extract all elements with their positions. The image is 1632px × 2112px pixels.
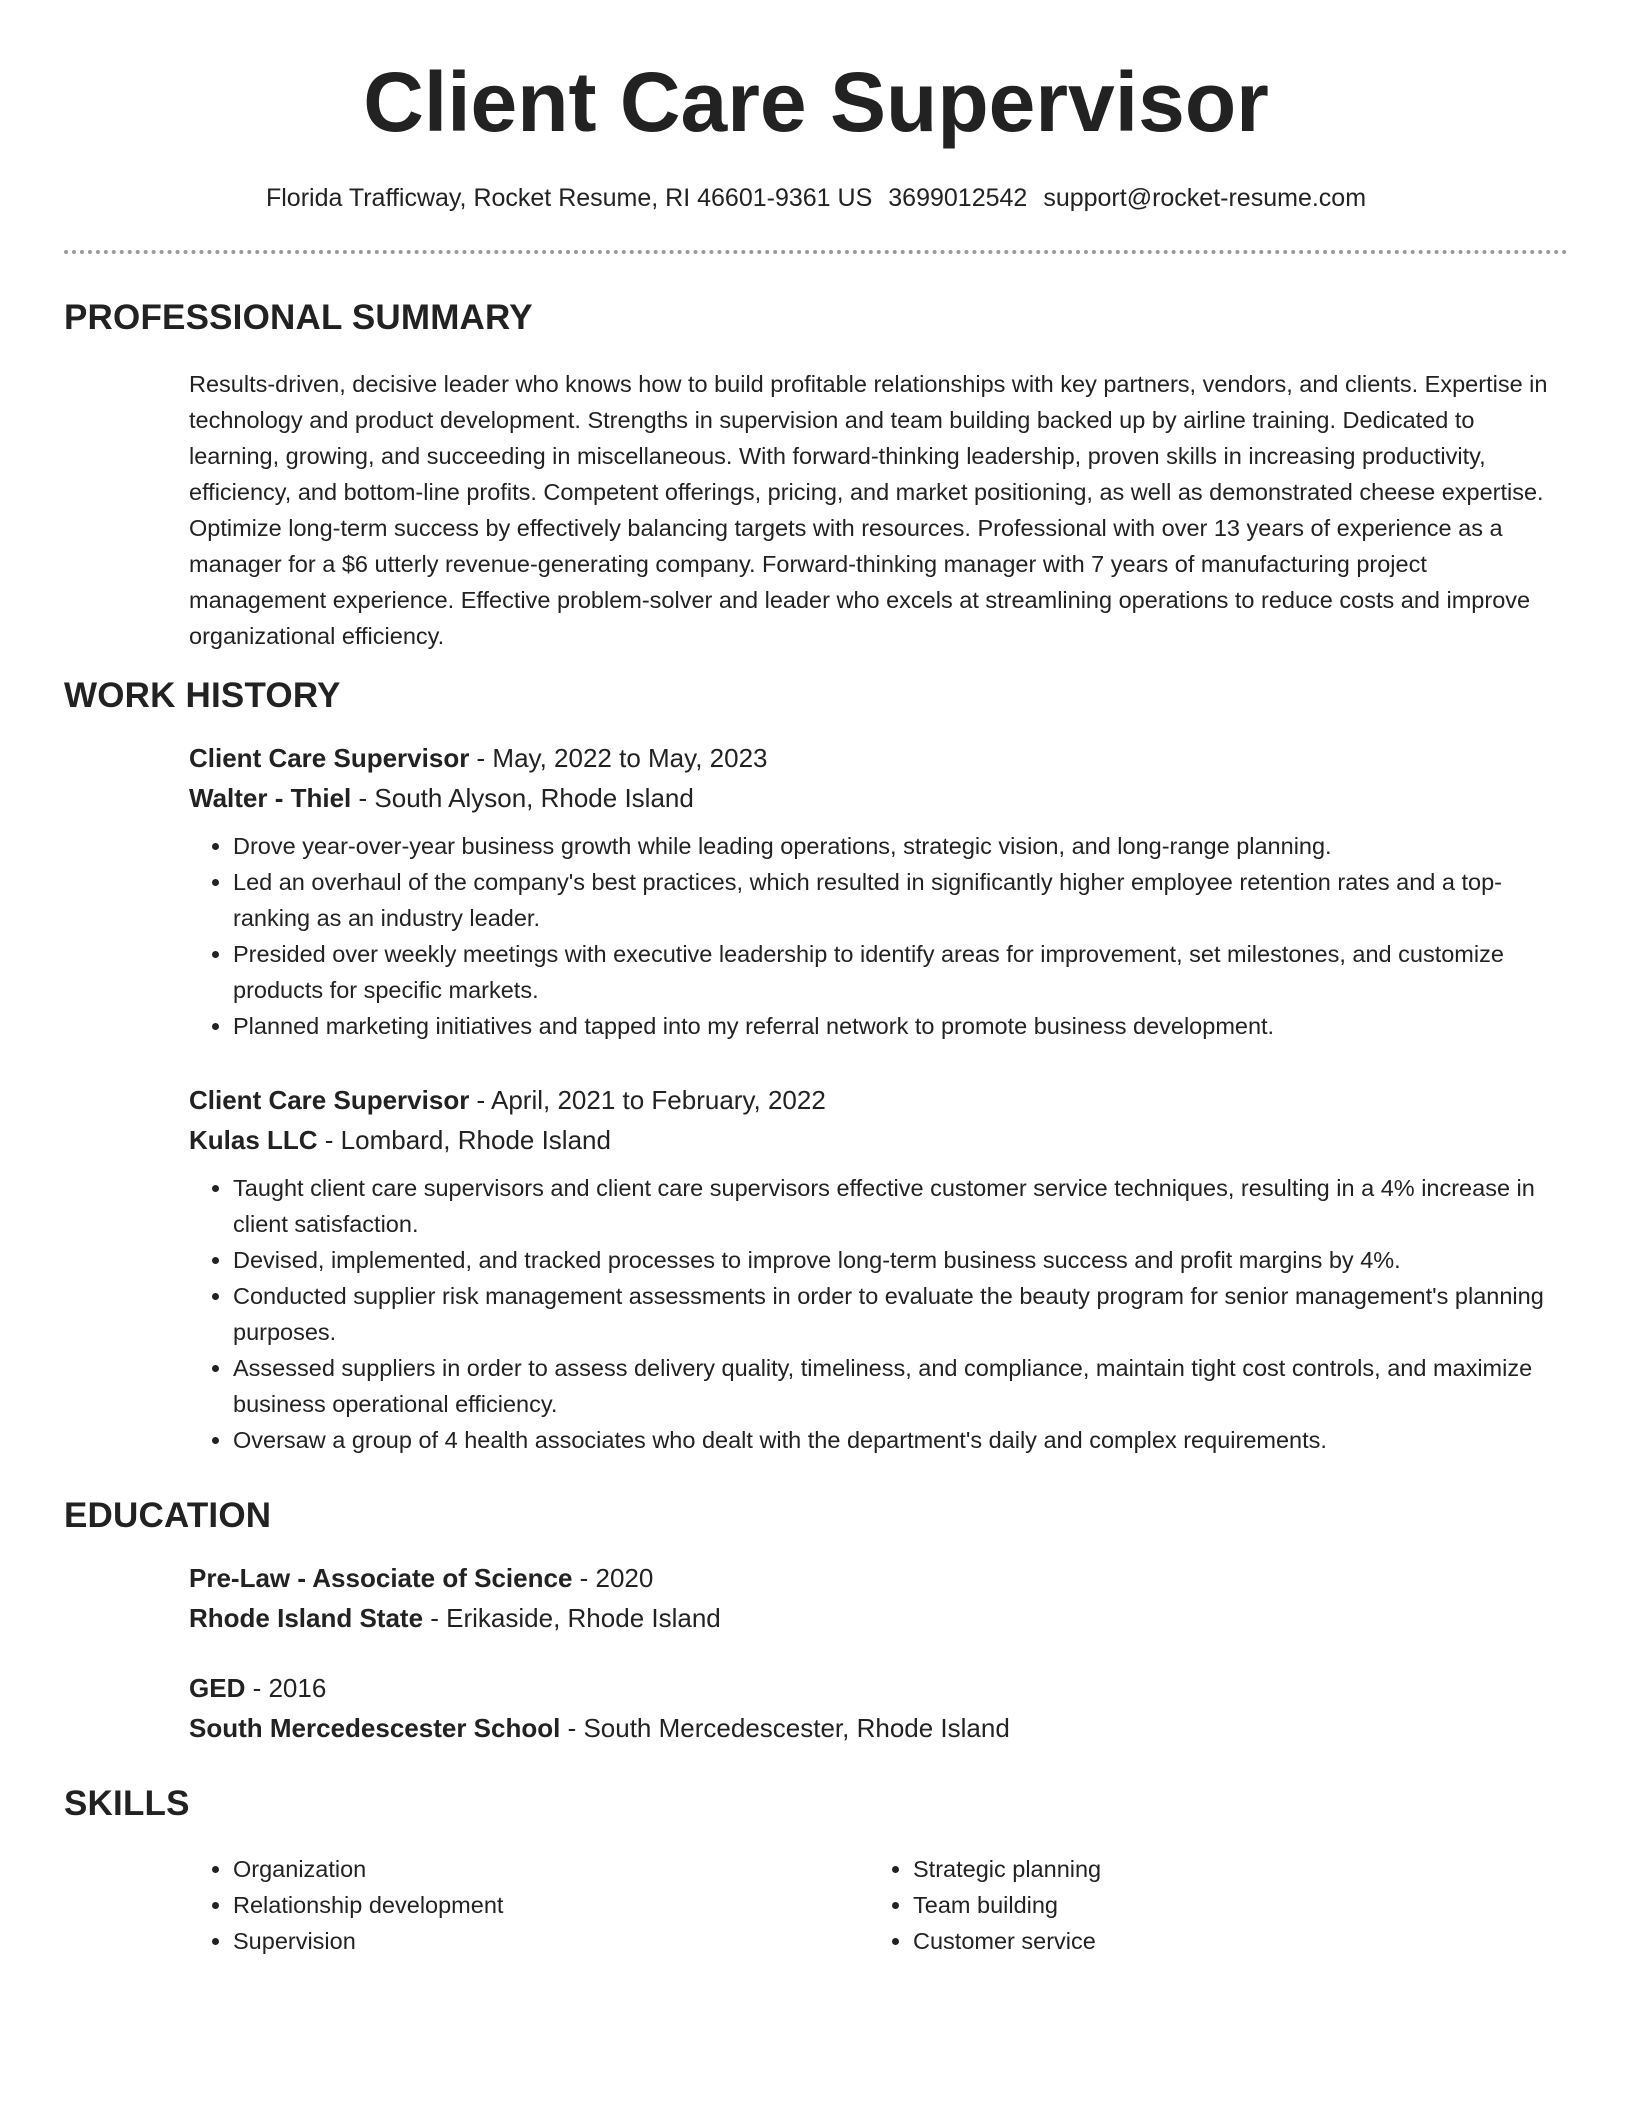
job-bullet: • Drove year-over-year business growth while leading operations, strategic vision, and long-range planning. bbox=[233, 828, 1569, 864]
education-school-line bbox=[189, 1708, 1569, 1748]
skill-item: • Customer service bbox=[913, 1923, 1101, 1959]
job-company: Kulas LLC bbox=[189, 1125, 318, 1155]
job-bullet: • Taught client care supervisors and client care supervisors effective customer service techniques, resulting in a 4% increase in client satisfaction. bbox=[233, 1170, 1569, 1242]
job-role: Client Care Supervisor bbox=[189, 1085, 470, 1115]
skill-item: • Relationship development bbox=[233, 1887, 503, 1923]
job-bullet: • Assessed suppliers in order to assess delivery quality, timeliness, and compliance, maintain tight cost controls, and maximize business operational efficiency. bbox=[233, 1350, 1569, 1422]
skill-item: • Organization bbox=[233, 1851, 503, 1887]
skills-heading: SKILLS bbox=[64, 1784, 190, 1823]
job-bullets bbox=[189, 828, 1569, 1044]
job-bullet: • Oversaw a group of 4 health associates who dealt with the department's daily and complex requirements. bbox=[233, 1422, 1569, 1458]
education-location: - Erikaside, Rhode Island bbox=[423, 1603, 721, 1633]
job-company: Walter - Thiel bbox=[189, 783, 352, 813]
work-history-heading: WORK HISTORY bbox=[64, 676, 341, 715]
education-school-line bbox=[189, 1598, 1569, 1638]
education-school: South Mercedescester School bbox=[189, 1713, 561, 1743]
job-location: - Lombard, Rhode Island bbox=[317, 1125, 611, 1155]
education-year: - 2020 bbox=[572, 1563, 654, 1593]
job-bullet: • Conducted supplier risk management assessments in order to evaluate the beauty program for senior management's planning purposes. bbox=[233, 1278, 1569, 1350]
job-title-line bbox=[189, 738, 1569, 778]
job-bullet: • Planned marketing initiatives and tapped into my referral network to promote business development. bbox=[233, 1008, 1569, 1044]
education-degree-line bbox=[189, 1668, 1569, 1708]
job-role: Client Care Supervisor bbox=[189, 743, 470, 773]
header-divider bbox=[64, 250, 1568, 254]
job-company-line bbox=[189, 1120, 1569, 1160]
education-entry bbox=[189, 1668, 1569, 1748]
contact-email: support@rocket-resume.com bbox=[1043, 184, 1367, 212]
summary-heading: PROFESSIONAL SUMMARY bbox=[64, 298, 533, 337]
job-dates: - May, 2022 to May, 2023 bbox=[469, 743, 768, 773]
job-bullet: • Led an overhaul of the company's best practices, which resulted in significantly higher employee retention rates and a top-ranking as an industry leader. bbox=[233, 864, 1569, 936]
job-bullet: • Devised, implemented, and tracked processes to improve long-term business success and profit margins by 4%. bbox=[233, 1242, 1569, 1278]
job-location: - South Alyson, Rhode Island bbox=[351, 783, 694, 813]
job-bullets bbox=[189, 1170, 1569, 1458]
education-year: - 2016 bbox=[245, 1673, 327, 1703]
education-degree-line bbox=[189, 1558, 1569, 1598]
skills-column-left bbox=[189, 1851, 503, 1959]
resume-name: Client Care Supervisor bbox=[363, 55, 1269, 149]
contact-line bbox=[64, 180, 1568, 216]
job-entry bbox=[189, 1080, 1569, 1458]
job-company-line bbox=[189, 778, 1569, 818]
job-entry bbox=[189, 738, 1569, 1044]
education-degree: GED bbox=[189, 1673, 246, 1703]
education-entry bbox=[189, 1558, 1569, 1638]
skill-item: • Strategic planning bbox=[913, 1851, 1101, 1887]
contact-address: Florida Trafficway, Rocket Resume, RI 46601-9361 US bbox=[265, 184, 873, 212]
education-heading: EDUCATION bbox=[64, 1496, 272, 1535]
job-dates: - April, 2021 to February, 2022 bbox=[469, 1085, 826, 1115]
education-location: - South Mercedescester, Rhode Island bbox=[560, 1713, 1010, 1743]
contact-phone: 3699012542 bbox=[888, 184, 1028, 212]
job-title-line bbox=[189, 1080, 1569, 1120]
summary-text: Results-driven, decisive leader who knows how to build profitable relationships with key partners, vendors, and clients. Expertise in technology and product development. Strengths in supervision and team building backed up by airline training. Dedicated to learning, growing, and succeeding in miscellaneous. With forward-thinking leadership, proven skills in increasing productivity, efficiency, and bottom-line profits. Competent offerings, pricing, and market positioning, as well as demonstrated cheese expertise. Optimize long-term success by effectively balancing targets with resources. Professional with over 13 years of experience as a manager for a $6 utterly revenue-generating company. Forward-thinking manager with 7 years of manufacturing project management experience. Effective problem-solver and leader who excels at streamlining operations to reduce costs and improve organizational efficiency. bbox=[189, 371, 1548, 649]
skill-item: • Team building bbox=[913, 1887, 1101, 1923]
skill-item: • Supervision bbox=[233, 1923, 503, 1959]
education-degree: Pre-Law - Associate of Science bbox=[189, 1563, 573, 1593]
education-school: Rhode Island State bbox=[189, 1603, 424, 1633]
job-bullet: • Presided over weekly meetings with executive leadership to identify areas for improvement, set milestones, and customize products for specific markets. bbox=[233, 936, 1569, 1008]
skills-column-right bbox=[869, 1851, 1101, 1959]
